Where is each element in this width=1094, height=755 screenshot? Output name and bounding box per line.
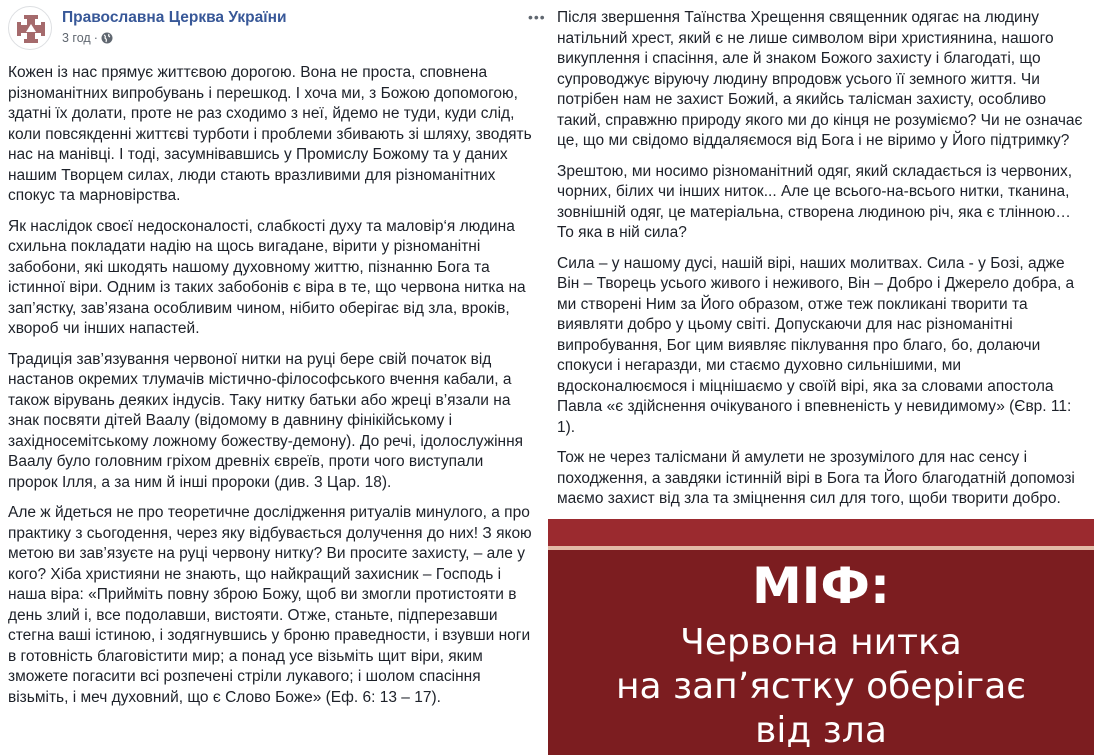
paragraph-line: Після звершення Таїнства Хрещення священник одягає на людину	[557, 9, 1040, 26]
post-paragraph	[557, 162, 1094, 244]
paragraph-line: коли повсякденні життєві турботи і проблеми збивають зі шляху, зводять	[8, 125, 532, 143]
paragraph-line: зап’ястку, зав’язана особливим чином, нібито оберігає від зла, вроків,	[8, 299, 510, 317]
paragraph-line: пророк Ілля, а за ним й інші пророки (див. 3 Цар. 18).	[8, 473, 392, 491]
paragraph-line: знак посвяти дітей Ваалу (відомому в давнину фінікійському і	[8, 412, 453, 429]
paragraph-line: вдосконалюємося і міцнішаємо у своїй вірі, яка за словами апостола	[557, 377, 1054, 395]
paragraph-line: практику з сьогодення, через яку відбувається долучення до них! З якою	[8, 524, 532, 542]
paragraph-line: чорних, білих чи інших ниток... Але це всього-на-всього нитки, тканина,	[557, 183, 1070, 200]
paragraph-line: хвороб чи інших напастей.	[8, 320, 200, 337]
paragraph-line: це, що ми свідомо віддаляємося від Бога і не віримо у Його підтримку?	[557, 132, 1070, 149]
page-avatar[interactable]	[8, 6, 52, 50]
paragraph-line: схильна покладати надію на щось вигадане, вірити у різноманітні	[8, 238, 481, 255]
paragraph-line: кого? Хіба християни не знають, що найкращий захисник – Господь і	[8, 565, 502, 583]
paragraph-line: ми створені Ним за Його образом, отже теж покликані творити та	[557, 295, 1028, 313]
paragraph-line: в готовність благовістити мир; а понад усе візьміть щит віри, яким	[8, 647, 483, 665]
paragraph-line: західносемітському ложному божеству-демону). До речі, ідолослужіння	[8, 432, 524, 450]
paragraph-line: супроводжує віруючу людину впродовж усього її земного життя. Чи	[557, 70, 1040, 88]
image-subtitle-line: на зап’ястку оберігає	[615, 666, 1027, 707]
paragraph-line: Традиція зав’язування червоної нитки на руці бере свій початок від	[8, 350, 492, 368]
post-text-right-column	[557, 8, 1094, 520]
post-paragraph	[557, 8, 1094, 152]
paragraph-line: Ваалу було головним гріхом древніх євреїв, проти чого виступали	[8, 453, 484, 470]
paragraph-line: нас на манівці. І тоді, засумнівавшись у Промислу Божому та у даних	[8, 146, 508, 163]
image-divider	[548, 546, 1094, 550]
paragraph-line: спокуси і негаразди, ми стаємо духовно сильнішими, ми	[557, 357, 962, 374]
paragraph-line: забобони, які шкодять нашому духовному життю, пізнанню Бога та	[8, 258, 490, 276]
paragraph-line: Павла «є здійснення очікуваного і впевненість у невидимому» (Євр. 11:	[557, 398, 1072, 415]
paragraph-line: То яка в ній сила?	[557, 224, 687, 241]
paragraph-line: істинної віри. Одним із таких забобонів є віра в те, що червона нитка на	[8, 279, 526, 296]
paragraph-line: Кожен із нас прямує життєвою дорогою. Вона не проста, сповнена	[8, 64, 488, 81]
paragraph-line: візьміть, і меч духовний, що є Слово Боже» (Еф. 6: 13 – 17).	[8, 688, 441, 706]
paragraph-line: Він – Творець усього живого і неживого, Він – Добро і Джерело добра, а	[557, 275, 1075, 292]
image-subtitle	[548, 621, 1094, 753]
paragraph-line: нашим Творцем силах, люди стають вразливими для різноманітних	[8, 166, 496, 184]
paragraph-line: зовнішній одяг, це матеріальна, створена людиною річ, яка є тлінною…	[557, 203, 1071, 221]
post-paragraph	[8, 217, 532, 340]
paragraph-line: походження, а завдяки істинній вірі в Бога та Його благодатній допомозі	[557, 469, 1075, 487]
paragraph-line: стегна ваші істиною, і зодягнувшись у броню праведности, і взувши ноги	[8, 627, 531, 644]
post-meta	[62, 31, 113, 45]
paragraph-line: день злий і, все подолавши, вистояти. Отже, станьте, підперезавши	[8, 606, 498, 624]
paragraph-line: натільний хрест, який є не лише символом віри християнина, нашого	[557, 29, 1054, 47]
post-image[interactable]	[548, 519, 1094, 755]
post-paragraph	[8, 350, 532, 494]
image-subtitle-line: Червона нитка	[680, 622, 962, 663]
paragraph-line: маємо захист від зла та зміцнення сил для того, щоби творити добро.	[557, 490, 1061, 507]
page-name-link[interactable]: Православна Церква України	[62, 9, 287, 26]
paragraph-line: викуплення і спасіння, але й знаком Божого захисту і благодаті, що	[557, 50, 1041, 67]
paragraph-line: потрібен нам не захист Божий, а якийсь талісман захисту, особливо	[557, 91, 1047, 108]
image-title: МІФ:	[752, 557, 890, 615]
paragraph-line: виявляти добро у цьому світі. Допускаючи для нас різноманітні	[557, 316, 1013, 333]
paragraph-line: здатні їх долати, проте не раз сходимо з неї, йдемо не туди, куди слід,	[8, 105, 515, 122]
paragraph-line: різноманітних випробувань і перешкод. І хоча ми, з Божою допомогою,	[8, 84, 518, 102]
paragraph-line: також вірувань деяких індусів. Таку нитку батьки або жреці в’язали на	[8, 391, 511, 409]
paragraph-line: Але ж йдеться не про теоретичне дослідження ритуалів минулого, а про	[8, 504, 530, 521]
paragraph-line: такий, справжню природу якого ми до кінця не розуміємо? Чи не означає	[557, 111, 1083, 129]
post-paragraph	[557, 254, 1094, 439]
cross-logo-icon	[16, 14, 46, 44]
post-paragraph	[557, 448, 1094, 510]
paragraph-line: метою ви зав’язуєте на руці червону нитку? Ви просите захисту, – але у	[8, 545, 525, 562]
paragraph-line: Тож не через талісмани й амулети не зрозумілого для нас сенсу і	[557, 449, 1028, 466]
paragraph-line: випробування, Бог цим виявляє піклування про благо, бо, долаючи	[557, 336, 1041, 354]
post-paragraph	[8, 63, 532, 207]
paragraph-line: 1).	[557, 418, 576, 436]
paragraph-line: Зрештою, ми носимо різноманітний одяг, який складається із червоних,	[557, 162, 1073, 180]
image-subtitle-line: від зла	[755, 710, 887, 751]
paragraph-line: Сила – у нашому дусі, нашій вірі, наших молитвах. Сила - у Бозі, адже	[557, 254, 1065, 272]
paragraph-line: Як наслідок своєї недосконалості, слабкості духу та маловір‘я людина	[8, 217, 515, 235]
post-paragraph	[8, 503, 532, 708]
paragraph-line: наша віра: «Прийміть повну зброю Божу, щоб ви змогли протистояти в	[8, 586, 517, 603]
globe-icon[interactable]	[101, 32, 113, 44]
post-time[interactable]: 3 год	[62, 31, 91, 45]
paragraph-line: спокус та марновірства.	[8, 187, 181, 204]
post-text-left-column	[8, 63, 532, 718]
paragraph-line: настанов окремих тлумачів містично-філософського вчення кабали, а	[8, 371, 512, 388]
paragraph-line: зможете погасити всі розпечені стріли лукавого; і шолом спасіння	[8, 668, 481, 685]
image-top-band	[548, 519, 1094, 546]
more-options-button[interactable]: •••	[528, 9, 546, 25]
meta-separator: ·	[93, 31, 98, 45]
